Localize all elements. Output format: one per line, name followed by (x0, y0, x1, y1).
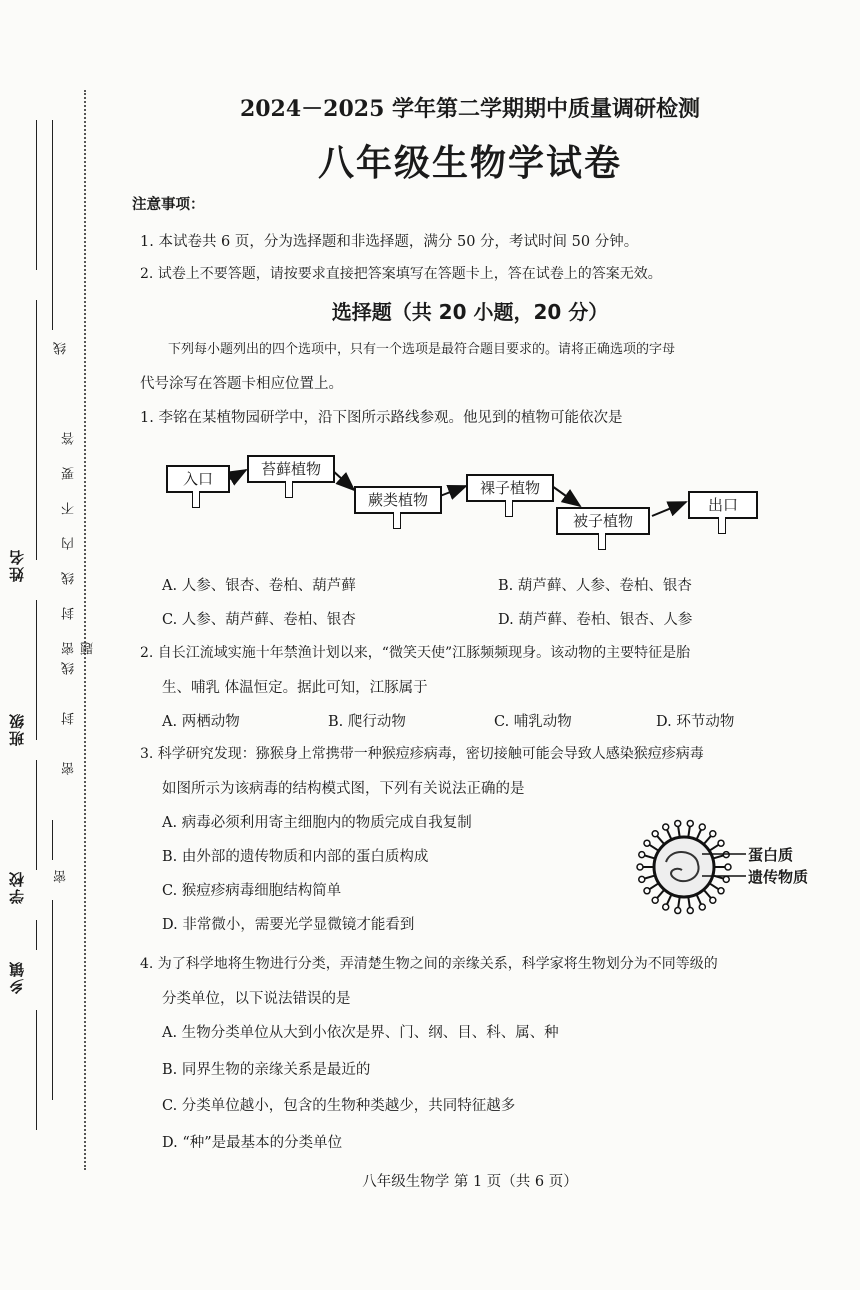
seal-char: 密 (54, 868, 69, 883)
virus-spike-head (637, 864, 643, 870)
option-a: A. 病毒必须利用寄主细胞内的物质完成自我复制 (162, 815, 472, 831)
seal-char: 封 (62, 710, 77, 725)
sign-post (393, 512, 401, 529)
virus-spike-head (663, 824, 669, 830)
option-d: D. 环节动物 (656, 714, 735, 730)
virus-spike-head (639, 876, 645, 882)
seal-solid-line (52, 820, 53, 860)
seal-char: 线 (62, 660, 77, 675)
label-protein: 蛋白质 (748, 846, 794, 864)
label-genetic-material: 遗传物质 (748, 868, 809, 886)
option-d: D. 非常微小，需要光学显微镜才能看到 (162, 917, 415, 933)
virus-spike-head (699, 824, 705, 830)
virus-spike-head (687, 908, 693, 914)
option-b: B. 葫芦藓、人参、卷柏、银杏 (498, 578, 692, 594)
route-sign-entrance: 入口 (166, 465, 230, 493)
option-c: C. 猴痘疹病毒细胞结构简单 (162, 883, 342, 899)
virus-spike-head (675, 820, 681, 826)
sign-post (285, 481, 293, 498)
seal-char: 密 (62, 760, 77, 775)
question-stem: 分类单位，以下说法错误的是 (162, 991, 351, 1007)
virus-spike-head (644, 888, 650, 894)
virus-spike-head (699, 904, 705, 910)
option-b: B. 爬行动物 (328, 714, 406, 730)
route-sign-gymnosperm: 裸子植物 (466, 474, 554, 502)
name-label: 姓名 (8, 548, 26, 582)
option-c: C. 分类单位越小，包含的生物种类越少，共同特征越多 (162, 1098, 516, 1114)
virus-spike-head (652, 831, 658, 837)
sign-post (598, 533, 606, 550)
route-sign-moss: 苔藓植物 (247, 455, 335, 483)
option-d: D. 葫芦藓、卷柏、银杏、人参 (498, 612, 693, 628)
margin-underline (36, 1010, 37, 1130)
sign-post (505, 500, 513, 517)
sign-post (192, 491, 200, 508)
sign-post (718, 517, 726, 534)
option-a: A. 生物分类单位从大到小依次是界、门、纲、目、科、属、种 (162, 1025, 559, 1041)
section-instruction: 下列每小题列出的四个选项中，只有一个选项是最符合题目要求的。请将正确选项的字母 (168, 342, 676, 357)
virus-spike-head (710, 831, 716, 837)
virus-spike-head (644, 840, 650, 846)
margin-underline (36, 300, 37, 560)
route-sign-angiosperm: 被子植物 (556, 507, 650, 535)
section-instruction: 代号涂写在答题卡相应位置上。 (140, 376, 343, 392)
section-title: 选择题（共 20 小题，20 分） (331, 300, 609, 324)
margin-underline (36, 760, 37, 870)
exam-title-line2: 八年级生物学试卷 (317, 143, 622, 184)
notes-item: 2. 试卷上不要答题，请按要求直接把答案填写在答题卡上，答在试卷上的答案无效。 (140, 266, 662, 282)
seal-line-char: 线 (54, 340, 69, 355)
option-b: B. 由外部的遗传物质和内部的蛋白质构成 (162, 849, 429, 865)
town-label: 乡镇 (8, 960, 26, 994)
option-c: C. 人参、葫芦藓、卷柏、银杏 (162, 612, 356, 628)
question-stem: 如图所示为该病毒的结构模式图，下列有关说法正确的是 (162, 781, 525, 797)
virus-spike-head (663, 904, 669, 910)
margin-underline (36, 920, 37, 950)
label-pointer-lines (700, 840, 750, 890)
option-d: D. “种”是最基本的分类单位 (162, 1135, 343, 1151)
notes-item: 1. 本试卷共 6 页，分为选择题和非选择题，满分 50 分，考试时间 50 分钟。 (140, 234, 639, 250)
virus-spike-head (652, 897, 658, 903)
seal-text: 密封线内不要答题 (62, 410, 96, 655)
seal-solid-line (52, 900, 53, 1100)
question-stem: 1. 李铭在某植物园研学中，沿下图所示路线参观。他见到的植物可能依次是 (140, 410, 623, 426)
question-stem: 4. 为了科学地将生物进行分类，弄清楚生物之间的亲缘关系，科学家将生物划分为不同等级的 (140, 956, 718, 972)
option-a: A. 人参、银杏、卷柏、葫芦藓 (162, 578, 356, 594)
margin-underline (36, 600, 37, 740)
route-sign-fern: 蕨类植物 (354, 486, 442, 514)
class-label: 班级 (8, 712, 26, 746)
virus-spike-head (710, 897, 716, 903)
virus-spike-head (639, 852, 645, 858)
option-a: A. 两栖动物 (162, 714, 240, 730)
route-sign-exit: 出口 (688, 491, 758, 519)
exam-title-line1: 2024－2025 学年第二学期期中质量调研检测 (239, 96, 701, 122)
option-b: B. 同界生物的亲缘关系是最近的 (162, 1062, 371, 1078)
question-stem: 生、哺乳 体温恒定。据此可知，江豚属于 (162, 680, 428, 696)
question-stem: 3. 科学研究发现：猕猴身上常携带一种猴痘疹病毒，密切接触可能会导致人感染猴痘疹病毒 (140, 746, 704, 762)
option-c: C. 哺乳动物 (494, 714, 572, 730)
question-stem: 2. 自长江流域实施十年禁渔计划以来，“微笑天使”江豚频频现身。该动物的主要特征是胎 (140, 645, 691, 661)
virus-spike-head (687, 820, 693, 826)
notes-heading: 注意事项： (132, 196, 205, 213)
school-label: 学校 (8, 870, 26, 904)
virus-spike-head (675, 908, 681, 914)
page-footer: 八年级生物学 第 1 页（共 6 页） (362, 1174, 578, 1190)
